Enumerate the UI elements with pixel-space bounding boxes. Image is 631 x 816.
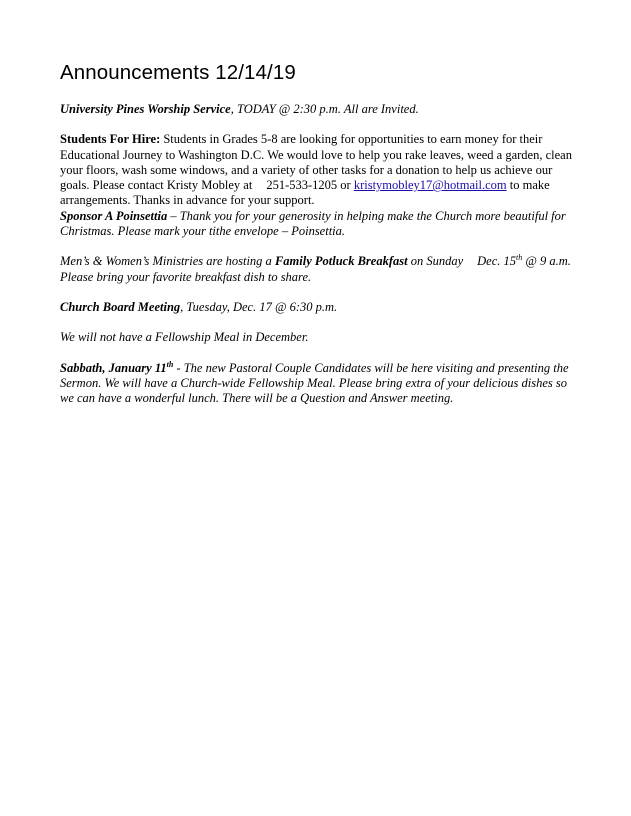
students-for-hire-text: Students in Grades 5-8 are looking for opportunities to earn money for their Educational Journey to Washington D.C. We would love to help you rake leaves, weed a garden, clean your floors, wash some windows, and a variety of other tasks for a donation to help us achieve our goals. Please contact Kristy Mobley at	[60, 132, 572, 193]
spacer	[60, 285, 575, 300]
breakfast-heading: Family Potluck Breakfast	[274, 254, 408, 269]
worship-service-announcement	[60, 102, 575, 117]
sabbath-heading: Sabbath, January 11	[60, 360, 167, 375]
worship-service-heading: University Pines Worship Service	[60, 102, 231, 116]
students-for-hire-closing: to make arrangements. Thanks in advance for your support.	[60, 178, 550, 208]
spacer	[60, 86, 575, 102]
students-for-hire-announcement	[60, 132, 575, 208]
sabbath-details: - The new Pastoral Couple Candidates will be here visiting and presenting the Sermon. We will have a Church-wide Fellowship Meal. Please bring extra of your delicious dishes so we can have a wonderful lunch. There will be a Question and Answer meeting.	[60, 360, 569, 406]
announcements-page	[60, 60, 575, 406]
breakfast-day: on Sunday	[407, 254, 464, 269]
poinsettia-heading: Sponsor A Poinsettia	[60, 208, 168, 223]
breakfast-details: @ 9 a.m. Please bring your favorite breakfast dish to share.	[60, 254, 571, 284]
breakfast-date: Dec. 15	[477, 254, 517, 269]
spacer	[60, 315, 575, 330]
page-title: Announcements 12/14/19	[60, 61, 296, 84]
spacer	[60, 117, 575, 132]
spacer	[60, 346, 575, 361]
spacer	[60, 239, 575, 254]
fellowship-meal-announcement: We will not have a Fellowship Meal in December.	[60, 330, 309, 345]
poinsettia-announcement	[60, 209, 575, 240]
board-meeting-details: , Tuesday, Dec. 17 @ 6:30 p.m.	[180, 299, 338, 314]
contact-phone: 251-533-1205 or	[266, 178, 351, 193]
contact-email-link[interactable]: kristymobley17@hotmail.com	[353, 178, 507, 193]
sabbath-date-suffix: th	[166, 359, 174, 369]
breakfast-intro: Men’s & Women’s Ministries are hosting a	[60, 254, 275, 269]
students-for-hire-heading: Students For Hire:	[60, 132, 161, 147]
sabbath-announcement	[60, 361, 575, 407]
poinsettia-text: – Thank you for your generosity in helping make the Church more beautiful for Christmas. Please mark your tithe envelope – Poinsettia.	[60, 208, 566, 239]
breakfast-date-suffix: th	[516, 253, 523, 263]
breakfast-announcement	[60, 254, 575, 285]
worship-service-details: , TODAY @ 2:30 p.m. All are Invited.	[230, 102, 419, 116]
board-meeting-heading: Church Board Meeting	[60, 299, 181, 314]
board-meeting-announcement	[60, 300, 575, 315]
